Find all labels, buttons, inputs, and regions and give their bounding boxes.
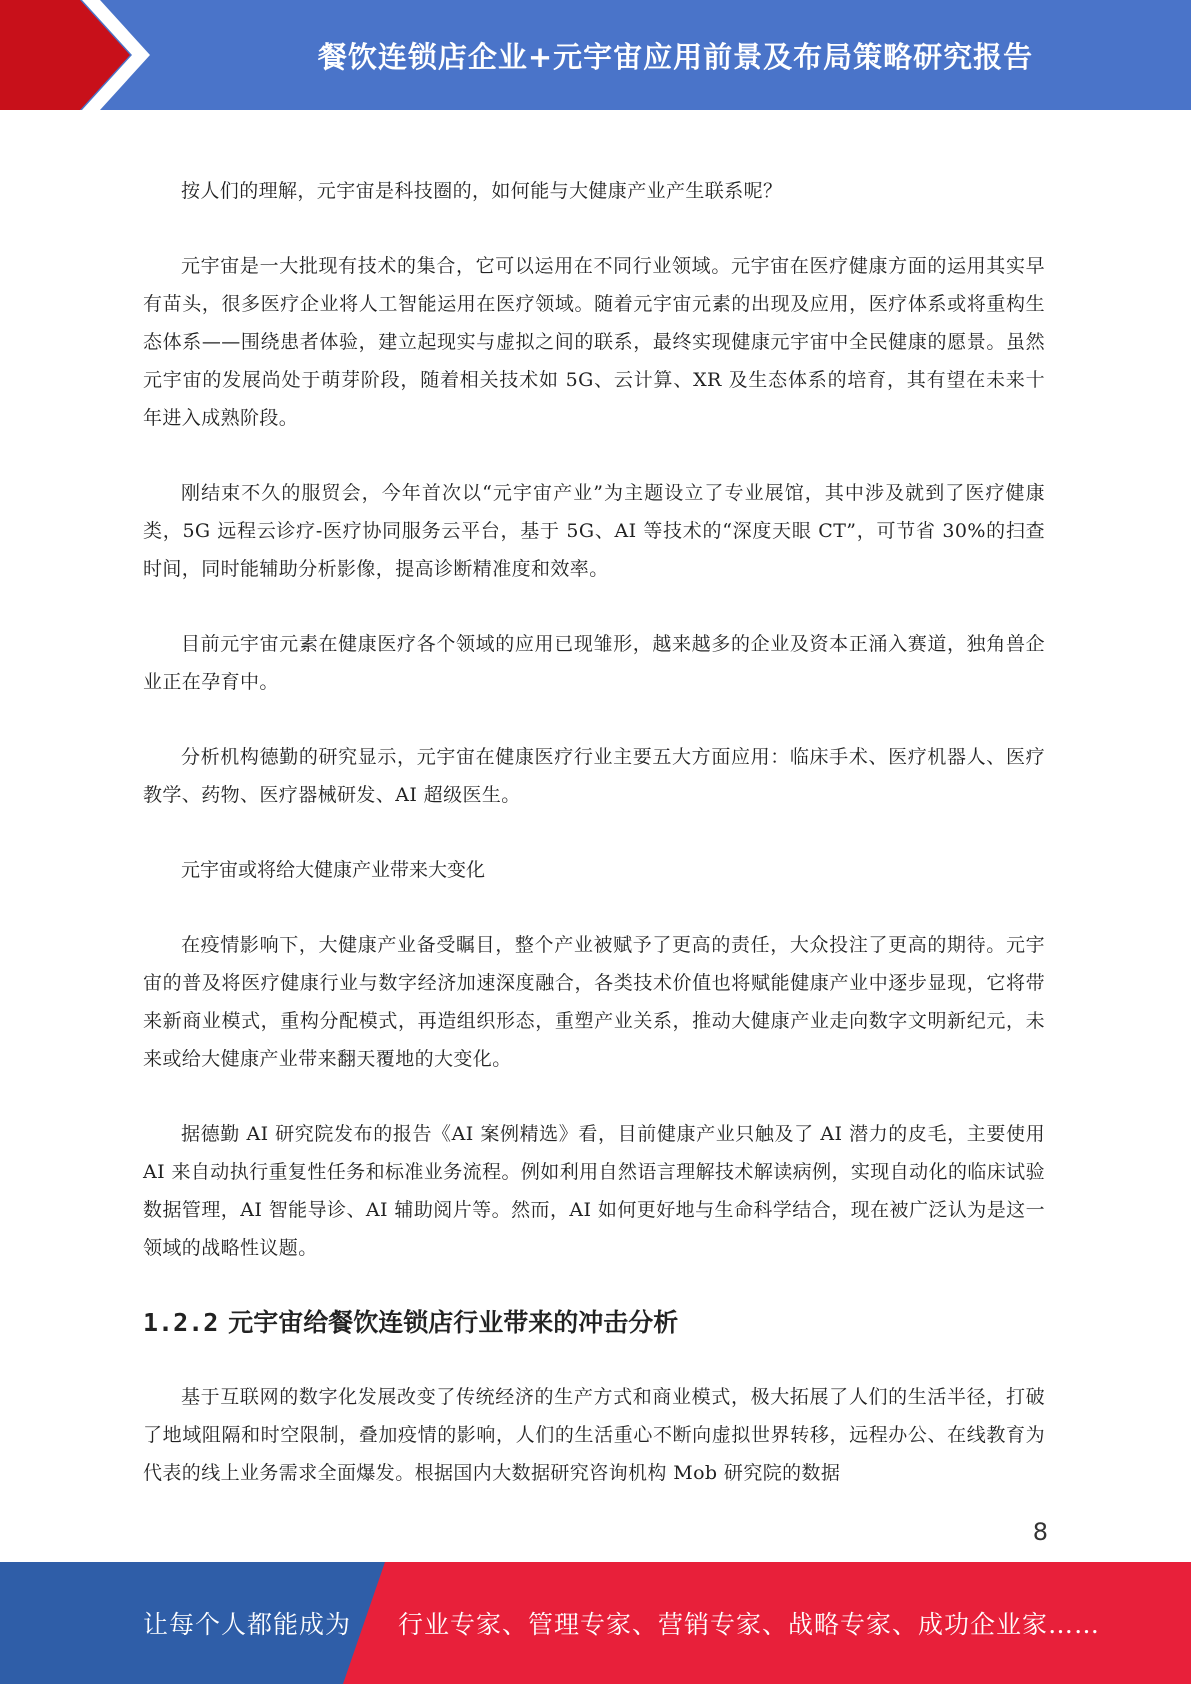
document-body	[143, 172, 1045, 1529]
body-paragraph: 基于互联网的数字化发展改变了传统经济的生产方式和商业模式，极大拓展了人们的生活半径，打破了地域阻隔和时空限制，叠加疫情的影响，人们的生活重心不断向虚拟世界转移，远程办公、在线教育为代表的线上业务需求全面爆发。根据国内大数据研究咨询机构 Mob 研究院的数据	[143, 1386, 1045, 1484]
document-title: 餐饮连锁店企业+元宇宙应用前景及布局策略研究报告	[317, 39, 1034, 74]
body-paragraph: 元宇宙是一大批现有技术的集合，它可以运用在不同行业领域。元宇宙在医疗健康方面的运用其实早有苗头，很多医疗企业将人工智能运用在医疗领域。随着元宇宙元素的出现及应用，医疗体系或将重构生态体系——围绕患者体验，建立起现实与虚拟之间的联系，最终实现健康元宇宙中全民健康的愿景。虽然元宇宙的发展尚处于萌芽阶段，随着相关技术如 5G、云计算、XR 及生态体系的培育，其有望在未来十年进入成熟阶段。	[143, 255, 1045, 429]
body-paragraph: 刚结束不久的服贸会，今年首次以“元宇宙产业”为主题设立了专业展馆，其中涉及就到了医疗健康类，5G 远程云诊疗-医疗协同服务云平台，基于 5G、AI 等技术的“深度天眼 CT”，可节省 30%的扫查时间，同时能辅助分析影像，提高诊断精准度和效率。	[143, 482, 1045, 580]
page-header	[0, 0, 1191, 110]
body-paragraph: 分析机构德勤的研究显示，元宇宙在健康医疗行业主要五大方面应用：临床手术、医疗机器人、医疗教学、药物、医疗器械研发、AI 超级医生。	[143, 746, 1045, 806]
body-paragraph: 在疫情影响下，大健康产业备受瞩目，整个产业被赋予了更高的责任，大众投注了更高的期待。元宇宙的普及将医疗健康行业与数字经济加速深度融合，各类技术价值也将赋能健康产业中逐步显现，它将带来新商业模式，重构分配模式，再造组织形态，重塑产业关系，推动大健康产业走向数字文明新纪元，未来或给大健康产业带来翻天覆地的大变化。	[143, 934, 1045, 1070]
footer-slogan-right: 行业专家、管理专家、营销专家、战略专家、成功企业家……	[398, 1610, 1101, 1639]
page-footer	[0, 1562, 1191, 1684]
section-title: 元宇宙给餐饮连锁店行业带来的冲击分析	[228, 1308, 679, 1337]
body-paragraph: 据德勤 AI 研究院发布的报告《AI 案例精选》看，目前健康产业只触及了 AI 潜力的皮毛，主要使用 AI 来自动执行重复性任务和标准业务流程。例如利用自然语言理解技术解读病例，实现自动化的临床试验数据管理，AI 智能导诊、AI 辅助阅片等。然而，AI 如何更好地与生命科学结合，现在被广泛认为是这一领域的战略性议题。	[143, 1123, 1045, 1259]
subheading: 元宇宙或将给大健康产业带来大变化	[181, 859, 486, 881]
body-paragraph: 按人们的理解，元宇宙是科技圈的，如何能与大健康产业产生联系呢？	[181, 180, 783, 202]
body-paragraph: 目前元宇宙元素在健康医疗各个领域的应用已现雏形，越来越多的企业及资本正涌入赛道，独角兽企业正在孕育中。	[143, 633, 1045, 693]
section-number: 1.2.2	[143, 1308, 219, 1337]
footer-slogan-left: 让每个人都能成为	[143, 1610, 352, 1639]
page-number: 8	[1032, 1518, 1048, 1546]
section-heading	[143, 1304, 1045, 1342]
